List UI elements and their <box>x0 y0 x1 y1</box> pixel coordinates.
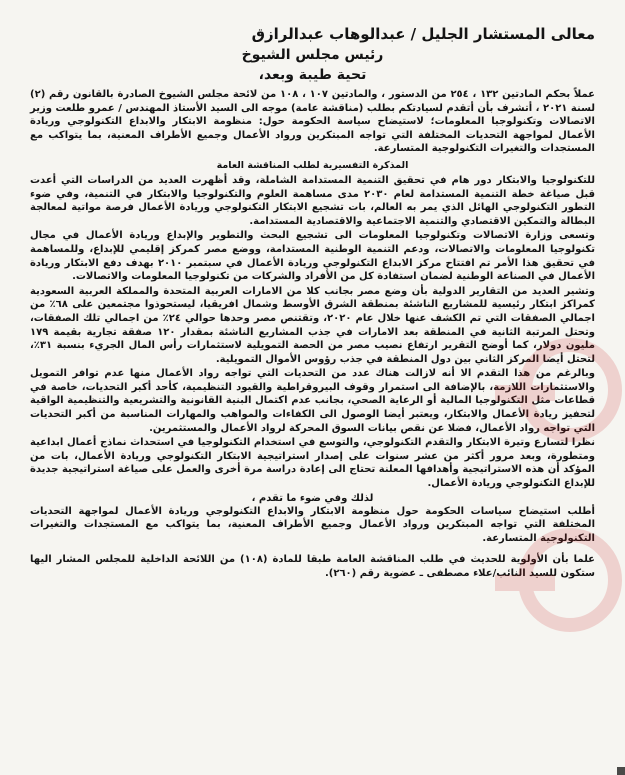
conclusion-paragraph: أطلب استيضاح سياسات الحكومة حول منظومة الابتكار والابداع التكنولوجي وريادة الأعمال لمواجهة التحديات المختلفة التي تواجه المبتكرين ورواد الأعمال وجميع الأطراف المعنية، بما يتواكب مع المستجدات والتغيرات التكنولوجية المتسارعة. <box>30 505 595 544</box>
memo-title: المذكرة التفسيرية لطلب المناقشة العامة <box>216 159 409 171</box>
addressee-line: معالى المستشار الجليل / عبدالوهاب عبدالرازق <box>251 25 595 43</box>
body-paragraph-2: وتسعى وزارة الاتصالات وتكنولوجيا المعلومات الى تشجيع البحث والتطوير والإبداع وريادة الأعمال في مجال تكنولوجيا المعلومات والاتصالات، ودعم التنمية الوطنية المستدامة، ووضع مصر كمركز إقليمي للإبداع، وللمساهمة في تحقيق هذا الأمر تم افتتاح مركز الابداع التكنولوجي وريادة الأعمال في سبتمبر ٢٠١٠ بهدف دفع الابتكار وريادة الأعمال في الصناعة الوطنية لضمان استفادة كل من الأفراد والشركات من تكنولوجيا المعلومات والاتصالات. <box>30 230 595 283</box>
body-paragraph-1: للتكنولوجيا والابتكار دور هام في تحقيق التنمية المستدامة الشاملة، وقد أظهرت العديد من الدراسات التي أعدت قبل صياغة خطة التنمية المستدامة لعام ٢٠٣٠ مدى مساهمة العلوم والتكنولوجيا والابتكار في التنمية، وفي ضوء التطور التكنولوجي الهائل الذي يمر به العالم، بات تشجيع الابتكار التكنولوجي وريادة الأعمال فرصة مواتية لمعالجة البطالة والتمكين الاقتصادي والتنمية الاجتماعية والاقتصادية المستدامة. <box>30 174 596 227</box>
body-paragraph-5: نظرا لتسارع وتيرة الابتكار والتقدم التكنولوجي، والتوسع في استخدام التكنولوجيا في استحداث نماذج أعمال ابداعية ومتطورة، وبعد مرور أكثر من عشر سنوات على إصدار استراتيجية الابتكار التكنولوجي وريادة الأعمال، بات من المؤكد أن هذه الاستراتيجية وأهدافها المعلنة تحتاج الى إعادة دراسة مرة أخرى والعمل على صياغة استراتيجية جديدة للإبداع التكنولوجي وريادة الأعمال. <box>30 437 595 490</box>
greeting-line: تحية طيبة وبعد، <box>258 67 367 83</box>
body-paragraph-4: وبالرغم من هذا التقدم الا أنه لازالت هناك عدد من التحديات التي تواجه رواد الأعمال منها عدم توافر التمويل والاستثمارات اللازمة، بالإضافة الى استمرار وقوف البيروقراطية والقيود التنظيمية، كأحد أكبر التحديات، خاصة في قطاعات مثل التكنولوجيا المالية أو الرعاية الصحي، بجانب عدم اكتمال البنية القانونية والتشريعية والتنظيمية الواقية لتحفيز ريادة الأعمال والابتكار، ويعتبر أيضا الوصول الى الكفاءات والمواهب والمهارات المناسبة من أكبر التحديات التي تواجه رواد الأعمال، فضلا عن نقص بيانات السوق المحركة لرواد الأعمال والمستثمرين. <box>30 368 595 434</box>
body-paragraph-3: وتشير العديد من التقارير الدولية بأن وضع مصر بجانب كلا من الامارات العربية المتحدة والمملكة العربية السعودية كمراكز ابتكار رئيسية للمشاريع الناشئة بمنطقة الشرق الأوسط وشمال افريقيا، ليستحوذوا مجتمعين على ٦٨٪ من اجمالي الصفقات التي تم الكشف عنها خلال عام ٢٠٢٠، وتقتنص مصر وحدها حوالي ٢٤٪ من اجمالي تلك الصفقات، وتحتل المرتبة الثانية في المنطقة بعد الامارات في جذب المشاريع الناشئة بمقدار ١٢٠ صفقة تجارية بقيمة ١٧٩ مليون دولار، كما أوضح التقرير ارتفاع نصيب مصر من الحصة التمويلية لاستثمارات رأس المال الجريء بنسبة ٣١٪، لتحتل أيضا المركز الثاني بين دول المنطقة في جذب رؤوس الأموال التمويلية. <box>30 285 595 365</box>
corner-mark <box>617 767 625 775</box>
intro-paragraph: عملاً بحكم المادتين ١٣٢ ، ٢٥٤ من الدستور ، والمادتين ١٠٧ ، ١٠٨ من لائحة مجلس الشيوخ الصادرة بالقانون رقم (٢) لسنة ٢٠٢١ ، أتشرف بأن أتقدم لسيادتكم بطلب (مناقشة عامة) موجه الى السيد الأستاذ المهندس / عمرو طلعت وزير الاتصالات وتكنولوجيا المعلومات؛ لاستيضاح سياسة الحكومة حول: منظومة الابتكار والابداع التكنولوجي وريادة الأعمال لمواجهة التحديات المختلفة التي تواجه المبتكرين ورواد الأعمال وجميع الأطراف المعنية، بما يتواكب مع المستجدات والتغيرات التكنولوجية المتسارعة. <box>30 89 596 155</box>
conclusion-heading: لذلك وفي ضوء ما تقدم ، <box>251 492 374 504</box>
closing-paragraph: علما بأن الأولوية للحديث في طلب المناقشة العامة طبقا للمادة (١٠٨) من اللائحة الداخلية للمجلس المشار اليها ستكون للسيد النائب/علاء مصطفى ـ عضوية رقم (٢٦٠). <box>30 554 595 579</box>
position-line: رئيس مجلس الشيوخ <box>241 47 384 63</box>
